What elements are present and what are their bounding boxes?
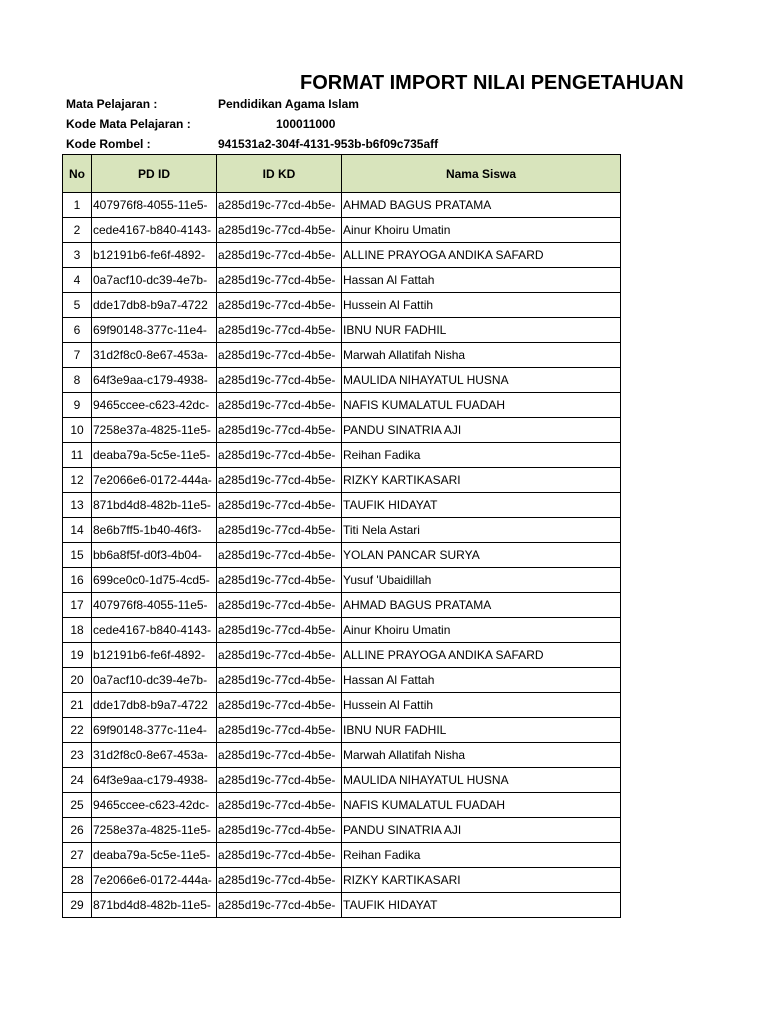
table-row [63, 318, 621, 343]
rombel-label: Kode Rombel : [66, 137, 151, 151]
row-number-cell: 19 [63, 643, 92, 668]
row-number-cell: 23 [63, 743, 92, 768]
id-kd-cell: a285d19c-77cd-4b5e- [217, 443, 342, 468]
id-kd-cell: a285d19c-77cd-4b5e- [217, 493, 342, 518]
student-name-cell: MAULIDA NIHAYATUL HUSNA [342, 368, 621, 393]
table-row [63, 418, 621, 443]
row-number-cell: 20 [63, 668, 92, 693]
id-kd-cell: a285d19c-77cd-4b5e- [217, 268, 342, 293]
pd-id-cell: cede4167-b840-4143- [92, 618, 217, 643]
id-kd-cell: a285d19c-77cd-4b5e- [217, 343, 342, 368]
row-number-cell: 18 [63, 618, 92, 643]
pd-id-cell: 7e2066e6-0172-444a- [92, 868, 217, 893]
table-row [63, 668, 621, 693]
id-kd-cell: a285d19c-77cd-4b5e- [217, 668, 342, 693]
table-row [63, 593, 621, 618]
subject-label: Mata Pelajaran : [66, 97, 158, 111]
id-kd-cell: a285d19c-77cd-4b5e- [217, 418, 342, 443]
table-row [63, 768, 621, 793]
student-name-cell: MAULIDA NIHAYATUL HUSNA [342, 768, 621, 793]
pd-id-cell: 9465ccee-c623-42dc- [92, 393, 217, 418]
id-kd-cell: a285d19c-77cd-4b5e- [217, 568, 342, 593]
id-kd-cell: a285d19c-77cd-4b5e- [217, 868, 342, 893]
id-kd-cell: a285d19c-77cd-4b5e- [217, 693, 342, 718]
pd-id-cell: cede4167-b840-4143- [92, 218, 217, 243]
table-row [63, 343, 621, 368]
row-number-cell: 27 [63, 843, 92, 868]
row-number-cell: 24 [63, 768, 92, 793]
subject-code-label: Kode Mata Pelajaran : [66, 117, 191, 131]
pd-id-cell: 871bd4d8-482b-11e5- [92, 493, 217, 518]
student-name-cell: RIZKY KARTIKASARI [342, 868, 621, 893]
pd-id-cell: 699ce0c0-1d75-4cd5- [92, 568, 217, 593]
student-name-cell: AHMAD BAGUS PRATAMA [342, 593, 621, 618]
header-pd-id: PD ID [92, 155, 217, 193]
pd-id-cell: deaba79a-5c5e-11e5- [92, 443, 217, 468]
id-kd-cell: a285d19c-77cd-4b5e- [217, 218, 342, 243]
header-student-name: Nama Siswa [342, 155, 621, 193]
id-kd-cell: a285d19c-77cd-4b5e- [217, 643, 342, 668]
pd-id-cell: deaba79a-5c5e-11e5- [92, 843, 217, 868]
student-name-cell: Hassan Al Fattah [342, 668, 621, 693]
table-row [63, 743, 621, 768]
row-number-cell: 8 [63, 368, 92, 393]
id-kd-cell: a285d19c-77cd-4b5e- [217, 368, 342, 393]
row-number-cell: 26 [63, 818, 92, 843]
row-number-cell: 25 [63, 793, 92, 818]
row-number-cell: 6 [63, 318, 92, 343]
table-body [63, 193, 621, 918]
student-name-cell: Marwah Allatifah Nisha [342, 743, 621, 768]
student-name-cell: AHMAD BAGUS PRATAMA [342, 193, 621, 218]
id-kd-cell: a285d19c-77cd-4b5e- [217, 518, 342, 543]
pd-id-cell: 7258e37a-4825-11e5- [92, 818, 217, 843]
student-name-cell: NAFIS KUMALATUL FUADAH [342, 393, 621, 418]
pd-id-cell: 69f90148-377c-11e4- [92, 318, 217, 343]
id-kd-cell: a285d19c-77cd-4b5e- [217, 743, 342, 768]
table-row [63, 893, 621, 918]
table-row [63, 843, 621, 868]
row-number-cell: 5 [63, 293, 92, 318]
student-name-cell: Ainur Khoiru Umatin [342, 618, 621, 643]
student-name-cell: Reihan Fadika [342, 443, 621, 468]
pd-id-cell: bb6a8f5f-d0f3-4b04- [92, 543, 217, 568]
table-row [63, 493, 621, 518]
student-name-cell: Reihan Fadika [342, 843, 621, 868]
table-row [63, 868, 621, 893]
id-kd-cell: a285d19c-77cd-4b5e- [217, 468, 342, 493]
student-name-cell: TAUFIK HIDAYAT [342, 893, 621, 918]
student-name-cell: RIZKY KARTIKASARI [342, 468, 621, 493]
rombel-value: 941531a2-304f-4131-953b-b6f09c735aff [218, 137, 439, 151]
table-row [63, 268, 621, 293]
student-name-cell: Hassan Al Fattah [342, 268, 621, 293]
row-number-cell: 21 [63, 693, 92, 718]
table-row [63, 443, 621, 468]
student-name-cell: Ainur Khoiru Umatin [342, 218, 621, 243]
grade-import-table [62, 154, 621, 918]
pd-id-cell: 31d2f8c0-8e67-453a- [92, 343, 217, 368]
row-number-cell: 9 [63, 393, 92, 418]
table-row [63, 518, 621, 543]
row-number-cell: 4 [63, 268, 92, 293]
student-name-cell: PANDU SINATRIA AJI [342, 818, 621, 843]
id-kd-cell: a285d19c-77cd-4b5e- [217, 293, 342, 318]
row-number-cell: 3 [63, 243, 92, 268]
student-name-cell: IBNU NUR FADHIL [342, 718, 621, 743]
table-row [63, 293, 621, 318]
row-number-cell: 11 [63, 443, 92, 468]
table-row [63, 693, 621, 718]
pd-id-cell: dde17db8-b9a7-4722 [92, 293, 217, 318]
pd-id-cell: 9465ccee-c623-42dc- [92, 793, 217, 818]
pd-id-cell: 871bd4d8-482b-11e5- [92, 893, 217, 918]
table-row [63, 368, 621, 393]
page-title: FORMAT IMPORT NILAI PENGETAHUAN [300, 72, 684, 94]
pd-id-cell: 7258e37a-4825-11e5- [92, 418, 217, 443]
pd-id-cell: dde17db8-b9a7-4722 [92, 693, 217, 718]
id-kd-cell: a285d19c-77cd-4b5e- [217, 543, 342, 568]
pd-id-cell: 0a7acf10-dc39-4e7b- [92, 668, 217, 693]
header-id-kd: ID KD [217, 155, 342, 193]
id-kd-cell: a285d19c-77cd-4b5e- [217, 793, 342, 818]
row-number-cell: 22 [63, 718, 92, 743]
row-number-cell: 2 [63, 218, 92, 243]
student-name-cell: NAFIS KUMALATUL FUADAH [342, 793, 621, 818]
pd-id-cell: 8e6b7ff5-1b40-46f3- [92, 518, 217, 543]
id-kd-cell: a285d19c-77cd-4b5e- [217, 768, 342, 793]
row-number-cell: 1 [63, 193, 92, 218]
table-row [63, 718, 621, 743]
student-name-cell: TAUFIK HIDAYAT [342, 493, 621, 518]
student-name-cell: Titi Nela Astari [342, 518, 621, 543]
pd-id-cell: 69f90148-377c-11e4- [92, 718, 217, 743]
row-number-cell: 14 [63, 518, 92, 543]
pd-id-cell: 407976f8-4055-11e5- [92, 593, 217, 618]
student-name-cell: Hussein Al Fattih [342, 293, 621, 318]
pd-id-cell: b12191b6-fe6f-4892- [92, 243, 217, 268]
id-kd-cell: a285d19c-77cd-4b5e- [217, 593, 342, 618]
pd-id-cell: b12191b6-fe6f-4892- [92, 643, 217, 668]
pd-id-cell: 0a7acf10-dc39-4e7b- [92, 268, 217, 293]
student-name-cell: ALLINE PRAYOGA ANDIKA SAFARD [342, 243, 621, 268]
student-name-cell: PANDU SINATRIA AJI [342, 418, 621, 443]
row-number-cell: 16 [63, 568, 92, 593]
id-kd-cell: a285d19c-77cd-4b5e- [217, 318, 342, 343]
id-kd-cell: a285d19c-77cd-4b5e- [217, 393, 342, 418]
row-number-cell: 17 [63, 593, 92, 618]
table-row [63, 393, 621, 418]
id-kd-cell: a285d19c-77cd-4b5e- [217, 243, 342, 268]
table-header-row [63, 155, 621, 193]
row-number-cell: 29 [63, 893, 92, 918]
student-name-cell: YOLAN PANCAR SURYA [342, 543, 621, 568]
table-row [63, 618, 621, 643]
subject-code-value: 100011000 [276, 117, 336, 131]
table-row [63, 643, 621, 668]
subject-value: Pendidikan Agama Islam [218, 97, 359, 111]
id-kd-cell: a285d19c-77cd-4b5e- [217, 843, 342, 868]
pd-id-cell: 7e2066e6-0172-444a- [92, 468, 217, 493]
row-number-cell: 15 [63, 543, 92, 568]
pd-id-cell: 64f3e9aa-c179-4938- [92, 768, 217, 793]
table-row [63, 193, 621, 218]
id-kd-cell: a285d19c-77cd-4b5e- [217, 818, 342, 843]
student-name-cell: ALLINE PRAYOGA ANDIKA SAFARD [342, 643, 621, 668]
table-row [63, 218, 621, 243]
row-number-cell: 10 [63, 418, 92, 443]
row-number-cell: 28 [63, 868, 92, 893]
pd-id-cell: 64f3e9aa-c179-4938- [92, 368, 217, 393]
row-number-cell: 7 [63, 343, 92, 368]
pd-id-cell: 407976f8-4055-11e5- [92, 193, 217, 218]
table-row [63, 543, 621, 568]
id-kd-cell: a285d19c-77cd-4b5e- [217, 193, 342, 218]
id-kd-cell: a285d19c-77cd-4b5e- [217, 618, 342, 643]
table-row [63, 243, 621, 268]
pd-id-cell: 31d2f8c0-8e67-453a- [92, 743, 217, 768]
student-name-cell: IBNU NUR FADHIL [342, 318, 621, 343]
table-row [63, 793, 621, 818]
table-row [63, 568, 621, 593]
id-kd-cell: a285d19c-77cd-4b5e- [217, 718, 342, 743]
row-number-cell: 13 [63, 493, 92, 518]
table-row [63, 468, 621, 493]
id-kd-cell: a285d19c-77cd-4b5e- [217, 893, 342, 918]
table-row [63, 818, 621, 843]
student-name-cell: Hussein Al Fattih [342, 693, 621, 718]
header-no: No [63, 155, 92, 193]
row-number-cell: 12 [63, 468, 92, 493]
student-name-cell: Marwah Allatifah Nisha [342, 343, 621, 368]
student-name-cell: Yusuf 'Ubaidillah [342, 568, 621, 593]
